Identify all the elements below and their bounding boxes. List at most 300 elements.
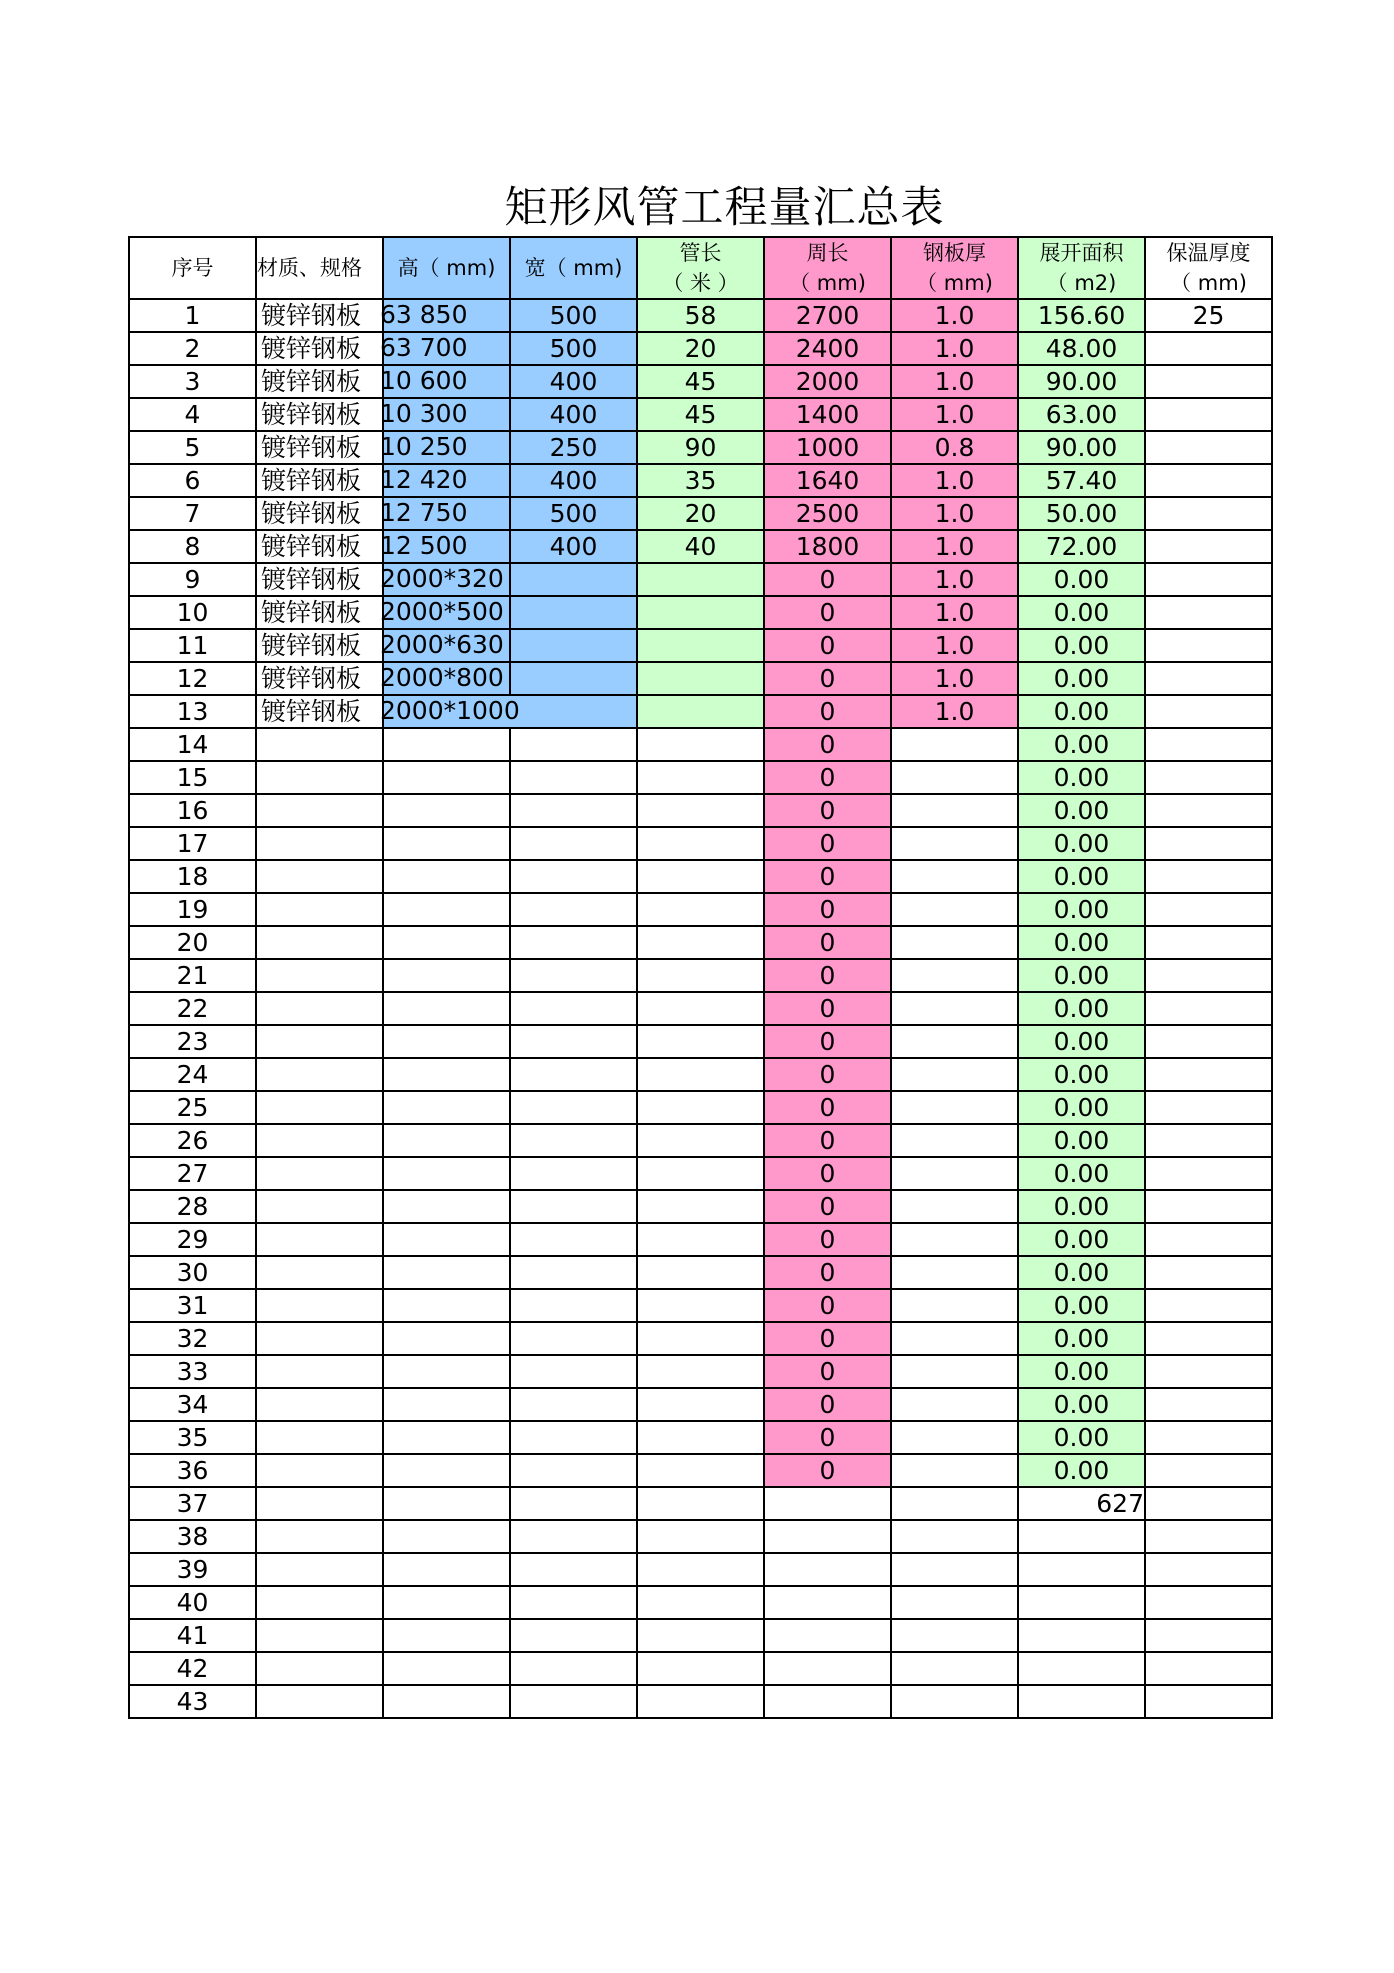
cell-length[interactable] [637,1520,764,1553]
cell-height[interactable] [383,794,510,827]
cell-width[interactable]: 400 [510,365,637,398]
cell-area[interactable]: 0.00 [1018,794,1145,827]
cell-thickness[interactable] [891,1685,1018,1718]
cell-material[interactable] [256,1091,383,1124]
cell-thickness[interactable]: 1.0 [891,596,1018,629]
cell-height[interactable] [380,497,510,530]
cell-width[interactable]: 400 [510,530,637,563]
cell-insulation[interactable] [1145,695,1272,728]
cell-no[interactable]: 20 [129,926,256,959]
cell-thickness[interactable] [891,1091,1018,1124]
cell-length[interactable] [637,1388,764,1421]
cell-perimeter[interactable]: 0 [764,893,891,926]
cell-height[interactable] [383,1520,510,1553]
cell-area[interactable] [1018,1685,1145,1718]
cell-no[interactable]: 8 [129,530,256,563]
cell-area[interactable]: 0.00 [1018,959,1145,992]
cell-area[interactable]: 0.00 [1018,629,1145,662]
cell-no[interactable]: 33 [129,1355,256,1388]
cell-no[interactable]: 2 [129,332,256,365]
cell-perimeter[interactable]: 0 [764,1058,891,1091]
cell-thickness[interactable] [891,1157,1018,1190]
cell-no[interactable]: 43 [129,1685,256,1718]
cell-thickness[interactable] [891,1058,1018,1091]
cell-area[interactable]: 0.00 [1018,1355,1145,1388]
cell-area[interactable]: 90.00 [1018,365,1145,398]
cell-width[interactable]: 400 [510,464,637,497]
cell-length[interactable] [637,629,764,662]
cell-length[interactable] [637,827,764,860]
cell-width[interactable] [510,1520,637,1553]
cell-height[interactable] [383,827,510,860]
cell-perimeter[interactable]: 0 [764,860,891,893]
cell-no[interactable]: 4 [129,398,256,431]
cell-length[interactable] [637,1586,764,1619]
cell-perimeter[interactable]: 1400 [764,398,891,431]
cell-perimeter[interactable]: 0 [764,1454,891,1487]
cell-height[interactable] [383,1322,510,1355]
cell-width[interactable] [510,1421,637,1454]
cell-no[interactable]: 29 [129,1223,256,1256]
cell-length[interactable] [637,992,764,1025]
cell-height[interactable] [380,398,510,431]
cell-perimeter[interactable] [764,1586,891,1619]
cell-thickness[interactable] [891,1388,1018,1421]
cell-width[interactable] [510,761,637,794]
cell-material[interactable] [256,1388,383,1421]
cell-perimeter[interactable]: 0 [764,1256,891,1289]
cell-area[interactable]: 48.00 [1018,332,1145,365]
cell-length[interactable] [637,1058,764,1091]
cell-width[interactable] [510,1124,637,1157]
cell-perimeter[interactable]: 0 [764,563,891,596]
cell-material[interactable] [256,761,383,794]
cell-material[interactable] [256,1223,383,1256]
cell-length[interactable]: 90 [637,431,764,464]
cell-perimeter[interactable]: 0 [764,761,891,794]
cell-area[interactable]: 0.00 [1018,662,1145,695]
cell-length[interactable] [637,1652,764,1685]
cell-thickness[interactable]: 1.0 [891,530,1018,563]
cell-insulation[interactable] [1145,1157,1272,1190]
cell-insulation[interactable] [1145,992,1272,1025]
cell-area[interactable] [1018,1553,1145,1586]
cell-insulation[interactable] [1145,1058,1272,1091]
cell-perimeter[interactable] [764,1619,891,1652]
cell-width[interactable] [510,1355,637,1388]
cell-length[interactable] [637,1190,764,1223]
cell-height[interactable] [380,365,510,398]
cell-height[interactable] [383,959,510,992]
cell-width[interactable] [510,695,637,728]
cell-thickness[interactable] [891,1124,1018,1157]
cell-height[interactable] [383,1289,510,1322]
cell-no[interactable]: 14 [129,728,256,761]
cell-width[interactable]: 500 [510,299,637,332]
cell-material[interactable] [256,1586,383,1619]
cell-width[interactable] [510,563,637,596]
cell-thickness[interactable] [891,860,1018,893]
cell-area[interactable]: 0.00 [1018,1421,1145,1454]
cell-length[interactable] [637,662,764,695]
cell-height[interactable] [380,464,510,497]
cell-insulation[interactable] [1145,1652,1272,1685]
cell-length[interactable] [637,1454,764,1487]
cell-material[interactable]: 镀锌钢板 [256,299,383,332]
cell-height[interactable] [383,761,510,794]
cell-insulation[interactable] [1145,563,1272,596]
cell-height[interactable] [380,563,510,596]
cell-length[interactable]: 20 [637,497,764,530]
cell-insulation[interactable] [1145,398,1272,431]
cell-height[interactable] [383,1025,510,1058]
cell-insulation[interactable] [1145,827,1272,860]
cell-insulation[interactable] [1145,728,1272,761]
cell-width[interactable]: 400 [510,398,637,431]
cell-no[interactable]: 28 [129,1190,256,1223]
cell-length[interactable] [637,1223,764,1256]
cell-area[interactable]: 0.00 [1018,563,1145,596]
cell-length[interactable] [637,728,764,761]
cell-thickness[interactable] [891,1322,1018,1355]
cell-area[interactable]: 90.00 [1018,431,1145,464]
cell-material[interactable] [256,728,383,761]
cell-area[interactable]: 0.00 [1018,893,1145,926]
cell-height[interactable] [383,1685,510,1718]
cell-material[interactable]: 镀锌钢板 [256,596,383,629]
cell-insulation[interactable] [1145,662,1272,695]
cell-thickness[interactable] [891,1619,1018,1652]
cell-insulation[interactable] [1145,1190,1272,1223]
cell-height[interactable] [380,332,510,365]
cell-perimeter[interactable] [764,1487,891,1520]
cell-material[interactable] [256,1685,383,1718]
cell-thickness[interactable] [891,728,1018,761]
cell-no[interactable]: 41 [129,1619,256,1652]
cell-perimeter[interactable]: 0 [764,1355,891,1388]
cell-width[interactable] [510,596,637,629]
cell-insulation[interactable] [1145,596,1272,629]
cell-height[interactable] [383,926,510,959]
cell-thickness[interactable]: 1.0 [891,563,1018,596]
cell-length[interactable] [637,1289,764,1322]
cell-insulation[interactable] [1145,1553,1272,1586]
cell-height[interactable] [383,1190,510,1223]
cell-perimeter[interactable]: 0 [764,1322,891,1355]
cell-width[interactable]: 250 [510,431,637,464]
cell-height[interactable] [380,695,520,728]
cell-length[interactable] [637,860,764,893]
cell-thickness[interactable]: 1.0 [891,332,1018,365]
cell-thickness[interactable]: 1.0 [891,464,1018,497]
cell-width[interactable] [510,1058,637,1091]
cell-width[interactable] [510,1091,637,1124]
cell-width[interactable]: 500 [510,497,637,530]
cell-no[interactable]: 23 [129,1025,256,1058]
cell-no[interactable]: 26 [129,1124,256,1157]
cell-thickness[interactable] [891,761,1018,794]
cell-perimeter[interactable]: 1800 [764,530,891,563]
cell-insulation[interactable] [1145,959,1272,992]
cell-insulation[interactable] [1145,431,1272,464]
cell-thickness[interactable] [891,893,1018,926]
cell-width[interactable] [510,1256,637,1289]
cell-width[interactable] [510,1025,637,1058]
cell-area[interactable] [1018,1586,1145,1619]
cell-insulation[interactable] [1145,1487,1272,1520]
cell-area[interactable]: 0.00 [1018,1025,1145,1058]
cell-no[interactable]: 17 [129,827,256,860]
cell-thickness[interactable] [891,1421,1018,1454]
cell-no[interactable]: 18 [129,860,256,893]
cell-perimeter[interactable]: 0 [764,695,891,728]
cell-height[interactable] [383,1058,510,1091]
cell-no[interactable]: 25 [129,1091,256,1124]
cell-length[interactable]: 58 [637,299,764,332]
cell-thickness[interactable] [891,1223,1018,1256]
cell-height[interactable] [383,1487,510,1520]
cell-area[interactable] [1018,1652,1145,1685]
cell-perimeter[interactable]: 0 [764,992,891,1025]
cell-no[interactable]: 42 [129,1652,256,1685]
cell-thickness[interactable] [891,959,1018,992]
cell-no[interactable]: 15 [129,761,256,794]
cell-thickness[interactable] [891,992,1018,1025]
cell-material[interactable] [256,860,383,893]
cell-thickness[interactable] [891,1520,1018,1553]
cell-perimeter[interactable]: 0 [764,926,891,959]
cell-perimeter[interactable] [764,1553,891,1586]
cell-width[interactable] [510,827,637,860]
cell-thickness[interactable] [891,794,1018,827]
cell-material[interactable] [256,1619,383,1652]
cell-material[interactable]: 镀锌钢板 [256,530,383,563]
cell-no[interactable]: 32 [129,1322,256,1355]
cell-perimeter[interactable]: 2400 [764,332,891,365]
cell-thickness[interactable] [891,1289,1018,1322]
cell-height[interactable] [383,893,510,926]
cell-height[interactable] [383,860,510,893]
cell-no[interactable]: 27 [129,1157,256,1190]
cell-no[interactable]: 22 [129,992,256,1025]
cell-height[interactable] [383,1157,510,1190]
cell-area[interactable]: 0.00 [1018,1388,1145,1421]
cell-no[interactable]: 39 [129,1553,256,1586]
cell-no[interactable]: 9 [129,563,256,596]
cell-insulation[interactable] [1145,464,1272,497]
cell-height[interactable] [383,1619,510,1652]
cell-thickness[interactable]: 0.8 [891,431,1018,464]
cell-material[interactable] [256,1289,383,1322]
cell-no[interactable]: 13 [129,695,256,728]
cell-material[interactable]: 镀锌钢板 [256,365,383,398]
cell-area[interactable]: 0.00 [1018,1223,1145,1256]
cell-area[interactable]: 72.00 [1018,530,1145,563]
cell-area[interactable]: 0.00 [1018,926,1145,959]
cell-height[interactable] [383,1223,510,1256]
cell-thickness[interactable]: 1.0 [891,398,1018,431]
cell-height[interactable] [383,992,510,1025]
cell-no[interactable]: 31 [129,1289,256,1322]
cell-no[interactable]: 1 [129,299,256,332]
cell-material[interactable] [256,926,383,959]
cell-material[interactable] [256,1157,383,1190]
cell-width[interactable] [510,1223,637,1256]
cell-insulation[interactable] [1145,1223,1272,1256]
cell-perimeter[interactable]: 2700 [764,299,891,332]
cell-perimeter[interactable]: 0 [764,794,891,827]
cell-perimeter[interactable]: 0 [764,1190,891,1223]
cell-no[interactable]: 3 [129,365,256,398]
cell-thickness[interactable] [891,1652,1018,1685]
cell-perimeter[interactable]: 0 [764,662,891,695]
cell-width[interactable] [510,1322,637,1355]
cell-perimeter[interactable]: 0 [764,629,891,662]
cell-length[interactable]: 45 [637,365,764,398]
cell-length[interactable] [637,794,764,827]
cell-area[interactable]: 156.60 [1018,299,1145,332]
cell-height[interactable] [383,1652,510,1685]
cell-material[interactable]: 镀锌钢板 [256,398,383,431]
cell-material[interactable] [256,959,383,992]
cell-thickness[interactable]: 1.0 [891,299,1018,332]
cell-area[interactable]: 0.00 [1018,860,1145,893]
cell-height[interactable] [383,728,510,761]
cell-height[interactable] [380,629,510,662]
cell-area[interactable]: 0.00 [1018,695,1145,728]
cell-height[interactable] [383,1256,510,1289]
cell-perimeter[interactable]: 0 [764,959,891,992]
cell-width[interactable] [510,1289,637,1322]
cell-insulation[interactable] [1145,1355,1272,1388]
cell-perimeter[interactable]: 0 [764,728,891,761]
cell-perimeter[interactable]: 0 [764,1025,891,1058]
cell-width[interactable] [510,629,637,662]
cell-width[interactable] [510,992,637,1025]
cell-no[interactable]: 7 [129,497,256,530]
cell-no[interactable]: 11 [129,629,256,662]
cell-perimeter[interactable]: 0 [764,1289,891,1322]
cell-thickness[interactable] [891,827,1018,860]
cell-width[interactable] [510,1487,637,1520]
cell-no[interactable]: 36 [129,1454,256,1487]
cell-insulation[interactable] [1145,497,1272,530]
cell-area[interactable]: 0.00 [1018,1256,1145,1289]
cell-length[interactable] [637,959,764,992]
cell-perimeter[interactable]: 0 [764,1388,891,1421]
cell-width[interactable] [510,860,637,893]
cell-length[interactable]: 20 [637,332,764,365]
cell-insulation[interactable] [1145,1256,1272,1289]
cell-material[interactable]: 镀锌钢板 [256,332,383,365]
cell-length[interactable]: 35 [637,464,764,497]
cell-width[interactable] [510,1190,637,1223]
cell-length[interactable] [637,1619,764,1652]
cell-area[interactable]: 0.00 [1018,1091,1145,1124]
cell-perimeter[interactable]: 0 [764,1223,891,1256]
cell-length[interactable] [637,1553,764,1586]
cell-width[interactable] [510,959,637,992]
cell-material[interactable] [256,992,383,1025]
cell-insulation[interactable] [1145,1289,1272,1322]
cell-perimeter[interactable]: 2500 [764,497,891,530]
cell-material[interactable] [256,893,383,926]
cell-height[interactable] [383,1355,510,1388]
cell-height[interactable] [383,1091,510,1124]
cell-height[interactable] [383,1124,510,1157]
cell-insulation[interactable] [1145,1124,1272,1157]
cell-no[interactable]: 6 [129,464,256,497]
cell-material[interactable] [256,794,383,827]
cell-length[interactable] [637,761,764,794]
cell-length[interactable] [637,1355,764,1388]
cell-material[interactable] [256,1454,383,1487]
cell-width[interactable]: 500 [510,332,637,365]
cell-insulation[interactable] [1145,629,1272,662]
cell-width[interactable] [510,926,637,959]
cell-perimeter[interactable]: 0 [764,1157,891,1190]
cell-insulation[interactable] [1145,761,1272,794]
cell-width[interactable] [510,1454,637,1487]
cell-width[interactable] [510,1586,637,1619]
cell-thickness[interactable]: 1.0 [891,695,1018,728]
cell-perimeter[interactable]: 0 [764,827,891,860]
cell-thickness[interactable]: 1.0 [891,662,1018,695]
cell-length[interactable]: 45 [637,398,764,431]
cell-height[interactable] [383,1388,510,1421]
cell-area[interactable]: 0.00 [1018,1157,1145,1190]
cell-area[interactable]: 0.00 [1018,992,1145,1025]
cell-thickness[interactable] [891,1256,1018,1289]
cell-height[interactable] [383,1553,510,1586]
cell-insulation[interactable] [1145,860,1272,893]
cell-width[interactable] [510,893,637,926]
cell-material[interactable]: 镀锌钢板 [256,464,383,497]
cell-thickness[interactable] [891,1553,1018,1586]
cell-width[interactable] [510,794,637,827]
cell-material[interactable] [256,1124,383,1157]
cell-length[interactable] [637,596,764,629]
cell-material[interactable] [256,1487,383,1520]
cell-insulation[interactable] [1145,1421,1272,1454]
cell-insulation[interactable] [1145,1520,1272,1553]
cell-material[interactable] [256,1355,383,1388]
cell-thickness[interactable] [891,1586,1018,1619]
cell-insulation[interactable] [1145,1091,1272,1124]
cell-no[interactable]: 24 [129,1058,256,1091]
cell-area[interactable]: 0.00 [1018,596,1145,629]
cell-height[interactable] [383,1586,510,1619]
cell-material[interactable] [256,1058,383,1091]
cell-perimeter[interactable] [764,1520,891,1553]
cell-length[interactable] [637,1685,764,1718]
cell-no[interactable]: 37 [129,1487,256,1520]
cell-area[interactable]: 57.40 [1018,464,1145,497]
cell-length[interactable] [637,893,764,926]
cell-perimeter[interactable]: 0 [764,1124,891,1157]
cell-no[interactable]: 40 [129,1586,256,1619]
cell-area[interactable] [1018,1520,1145,1553]
cell-insulation[interactable] [1145,893,1272,926]
cell-length[interactable] [637,926,764,959]
cell-thickness[interactable]: 1.0 [891,365,1018,398]
cell-thickness[interactable]: 1.0 [891,497,1018,530]
cell-length[interactable] [637,563,764,596]
cell-area[interactable]: 0.00 [1018,827,1145,860]
cell-insulation[interactable] [1145,530,1272,563]
cell-perimeter[interactable]: 0 [764,596,891,629]
cell-area[interactable]: 0.00 [1018,1289,1145,1322]
